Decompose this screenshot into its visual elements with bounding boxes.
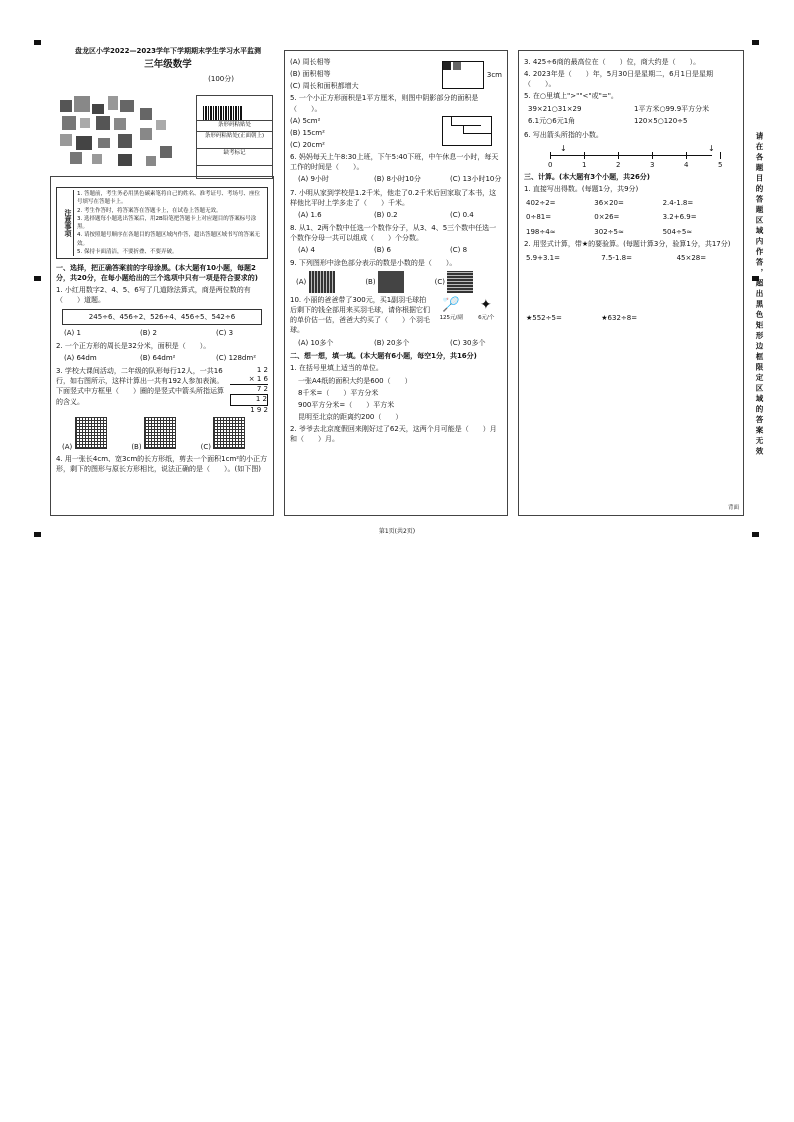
option-b[interactable]: (B) 6 bbox=[374, 246, 391, 255]
column-3 bbox=[518, 50, 744, 516]
fill-item[interactable]: 8千米=（ ）平方分米 bbox=[298, 388, 379, 397]
calc-item[interactable]: 3.2+6.9= bbox=[662, 213, 697, 222]
number-line-label: 1 bbox=[582, 160, 587, 169]
number-line-label: 0 bbox=[548, 160, 553, 169]
option-a[interactable]: (A) 1 bbox=[64, 328, 81, 337]
question-9: 9. 下列图形中涂色部分表示的数是小数的是（ ）。 bbox=[290, 259, 457, 268]
column-2 bbox=[284, 50, 508, 516]
note-line: 1. 答题前，考生务必用黑色碳素笔将自己的姓名、准考证号、考场号、座位号填写在答题卡上。 bbox=[77, 191, 260, 206]
calc-item[interactable]: 45×28= bbox=[676, 253, 707, 262]
calc-line: 1 2 bbox=[256, 366, 268, 375]
compare-item[interactable]: 39×21○31×29 bbox=[528, 104, 582, 113]
question-10: 10. 小丽的爸爸带了300元，买1副羽毛球拍后剩下的钱全部用来买羽毛球，请你根据它们的单价估一估，爸爸大约买了（ ）个羽毛球。 bbox=[290, 295, 430, 334]
arrow-down-icon: ↓ bbox=[560, 143, 567, 153]
question-6: 6. 妈妈每天上午8:30上班，下午5:40下班，中午休息一小时，每天工作的时间是（ ）。 bbox=[290, 153, 499, 172]
barcode-label: 条形码粘贴处 bbox=[197, 121, 272, 132]
option-c[interactable]: (C) 0.4 bbox=[450, 210, 474, 219]
calc-item[interactable]: 36×20= bbox=[594, 199, 624, 208]
shaded-figure bbox=[447, 271, 473, 293]
barcode-graphic bbox=[203, 106, 243, 120]
option-a[interactable]: (A) bbox=[296, 277, 307, 286]
calc-item[interactable]: 198÷4≈ bbox=[526, 227, 556, 236]
stub-field-1: 条形码粘贴处(正面朝上) bbox=[197, 132, 272, 149]
option-b[interactable]: (B) 2 bbox=[140, 328, 157, 337]
option-a[interactable]: (A) bbox=[62, 442, 73, 451]
calc-question-1: 1. 直接写出得数。(每题1分，共9分) bbox=[524, 185, 639, 194]
number-line-label: 5 bbox=[718, 160, 723, 169]
calc-item[interactable]: 0×26= bbox=[594, 213, 620, 222]
note-line: 2. 考生作答时，将答案答在答题卡上，在试卷上答题无效。 bbox=[77, 207, 222, 214]
option-b[interactable]: (B) 8小时10分 bbox=[374, 175, 421, 184]
option-b[interactable]: (B) 0.2 bbox=[374, 210, 398, 219]
question-1-box: 245÷6、456÷2、526÷4、456÷5、542÷6 bbox=[62, 309, 262, 325]
question-8: 8. 从1、2两个数中任选一个数作分子，从3、4、5三个数中任选一个数作分母一共可以组成（ ）个分数。 bbox=[290, 223, 497, 243]
corner-note: 背面 bbox=[727, 505, 739, 512]
section-2-title: 二、想一想，填一填。(本大题有6小题，每空1分，共16分) bbox=[290, 352, 477, 361]
calc-line: 1 9 2 bbox=[250, 405, 268, 414]
page-footer: 第1页(共2页) bbox=[378, 528, 416, 535]
section-1-title: 一、选择，把正确答案前的字母涂黑。(本大题有10小题，每题2分，共20分，在每小题给出的三个选项中只有一项是符合要求的) bbox=[56, 264, 258, 283]
score-note: (100分) bbox=[208, 74, 234, 83]
notes-label: 注意事项 bbox=[59, 190, 74, 256]
calc-line: 7 2 bbox=[256, 385, 268, 394]
registration-mark bbox=[34, 276, 41, 281]
option-c[interactable]: (C) 周长和面积都增大 bbox=[290, 82, 359, 91]
fill-question-5: 5. 在○里填上">""<"或"="。 bbox=[524, 92, 618, 101]
option-a[interactable]: (A) 10多个 bbox=[298, 339, 334, 348]
question-4: 4. 用一张长4cm、宽3cm的长方形纸，剪去一个面积1cm²的小正方形，剩下的图形与原长方形相比，说法正确的是（ ）。(如下图) bbox=[56, 454, 268, 473]
option-a[interactable]: (A) 9小时 bbox=[298, 175, 329, 184]
calc-item[interactable]: 0÷81= bbox=[526, 213, 552, 222]
column-1 bbox=[50, 176, 274, 516]
fill-question-1: 1. 在括号里填上适当的单位。 bbox=[290, 364, 383, 373]
option-b[interactable]: (B) bbox=[365, 277, 376, 286]
note-line: 5. 保持卡面清洁，不要折叠、不要弄破。 bbox=[77, 248, 178, 255]
dot-array-figure bbox=[144, 417, 176, 449]
fill-question-2[interactable]: 2. 爷爷去北京度假回来刚好过了62天，这两个月可能是（ ）月和（ ）月。 bbox=[290, 425, 497, 444]
number-line-label: 4 bbox=[684, 160, 689, 169]
option-b[interactable]: (B) 64dm² bbox=[140, 353, 176, 362]
option-a[interactable]: (A) 64dm bbox=[64, 353, 97, 362]
shuttlecock-price: 6元/个 bbox=[478, 314, 495, 321]
fill-item[interactable]: 900平方分米=（ ）平方米 bbox=[298, 400, 395, 409]
option-b[interactable]: (B) bbox=[131, 442, 142, 451]
option-c[interactable]: (C) 3 bbox=[216, 328, 234, 337]
question-5: 5. 一个小正方形面积是1平方厘米，则图中阴影部分的面积是（ ）。 bbox=[290, 94, 479, 113]
compare-item[interactable]: 120×5○120÷5 bbox=[634, 116, 688, 125]
option-c[interactable]: (C) 13小时10分 bbox=[450, 175, 502, 184]
question-7: 7. 小明从家到学校是1.2千米，他走了0.2千米后回家取了本书，这样他比平时上学多走了（ ）千米。 bbox=[290, 188, 497, 207]
calc-line: × 1 6 bbox=[230, 375, 268, 385]
rectangle-figure bbox=[442, 61, 484, 89]
option-c[interactable]: (C) bbox=[200, 442, 212, 451]
vertical-calc bbox=[230, 366, 268, 414]
calc-item[interactable]: 302÷5≈ bbox=[594, 227, 624, 236]
shaded-figure bbox=[378, 271, 404, 293]
note-line: 3. 选择题每小题选出答案后，用2B铅笔把答题卡上对应题目的答案标号涂黑。 bbox=[77, 215, 257, 230]
option-c[interactable]: (C) bbox=[434, 277, 446, 286]
shaded-figure bbox=[309, 271, 335, 293]
calc-item[interactable]: 504÷5≈ bbox=[662, 227, 693, 236]
fill-question-6: 6. 写出箭头所指的小数。 bbox=[524, 130, 603, 139]
section-3-title: 三、计算。(本大题有3个小题，共26分) bbox=[524, 172, 651, 181]
calc-item[interactable]: ★632÷8= bbox=[601, 313, 638, 322]
question-3: 3. 学校大课间活动，二年级的队形每行12人，一共16行，如右图所示，这样计算出一共有192人参加表演。下面竖式中方框里（ ）圈的是竖式中箭头所指运算的含义。 bbox=[56, 367, 224, 406]
option-b[interactable]: (B) 面积相等 bbox=[290, 70, 331, 79]
notes-box bbox=[56, 187, 268, 259]
fill-question-4[interactable]: 4. 2023年是（ ）年，5月30日是星期二，6月1日是星期（ ）。 bbox=[524, 70, 713, 89]
written-calc-table bbox=[524, 251, 738, 371]
question-1: 1. 小红用数字2、4、5、6写了几道除法算式，商是两位数的有（ ）道题。 bbox=[56, 286, 251, 305]
option-a[interactable]: (A) 4 bbox=[298, 246, 315, 255]
oral-calc-table bbox=[524, 196, 738, 238]
staircase-figure bbox=[442, 116, 492, 146]
calc-line: 1 2 bbox=[230, 394, 268, 405]
option-c[interactable]: (C) 128dm² bbox=[216, 353, 257, 362]
option-a[interactable]: (A) 周长相等 bbox=[290, 58, 331, 66]
arrow-down-icon: ↓ bbox=[708, 143, 715, 153]
price-figure bbox=[432, 295, 502, 338]
option-c[interactable]: (C) 30多个 bbox=[450, 339, 486, 348]
exam-header bbox=[62, 46, 274, 84]
number-line-label: 3 bbox=[650, 160, 655, 169]
number-line-label: 2 bbox=[616, 160, 621, 169]
fill-item[interactable]: 昆明至北京的距离约200（ ） bbox=[298, 412, 403, 421]
subject-title: 三年级数学 bbox=[144, 59, 192, 71]
fill-question-3[interactable]: 3. 425÷6商的最高位在（ ）位，商大约是（ ）。 bbox=[524, 58, 701, 66]
registration-mark bbox=[34, 40, 41, 45]
calc-question-2: 2. 用竖式计算，带★的要验算。(每题计算3分，验算1分，共17分) bbox=[524, 239, 731, 248]
calc-item[interactable]: 7.5-1.8= bbox=[601, 253, 632, 262]
option-a[interactable]: (A) 1.6 bbox=[298, 210, 322, 219]
option-b[interactable]: (B) 20多个 bbox=[374, 339, 410, 348]
option-b[interactable]: (B) 15cm² bbox=[290, 128, 325, 137]
dot-array-figure bbox=[213, 417, 245, 449]
fill-item[interactable]: 一张A4纸的面积大约是600（ ） bbox=[298, 376, 412, 385]
number-line bbox=[530, 143, 732, 169]
compare-item[interactable]: 1平方米○99.9平方分米 bbox=[634, 104, 710, 113]
shuttlecock-icon: ✦ bbox=[480, 296, 492, 313]
option-c[interactable]: (C) 8 bbox=[450, 246, 468, 255]
answer-area-sidebar: 请在各题目的答题区域内作答，超出黑色矩形边框限定区域的答案无效 bbox=[755, 132, 764, 458]
option-a[interactable]: (A) 5cm² bbox=[290, 116, 321, 125]
dimension-label: 3cm bbox=[486, 71, 502, 80]
compare-item[interactable]: 6.1元○6元1角 bbox=[528, 116, 576, 125]
dot-array-figure bbox=[75, 417, 107, 449]
question-2: 2. 一个正方形的周长是32分米，面积是（ ）。 bbox=[56, 341, 211, 350]
option-c[interactable]: (C) 20cm² bbox=[290, 140, 325, 149]
racket-price: 125元/副 bbox=[439, 314, 463, 321]
calc-item[interactable]: 5.9+3.1= bbox=[526, 253, 560, 262]
calc-item[interactable]: 2.4-1.8= bbox=[662, 199, 694, 208]
calc-item[interactable]: 402÷2= bbox=[526, 199, 556, 208]
racket-icon: 🏸 bbox=[442, 296, 460, 313]
note-line: 4. 请按照题号顺序在各题目的答题区域内作答，超出答题区域书写的答案无效。 bbox=[77, 232, 260, 247]
registration-mark bbox=[752, 40, 759, 45]
stub-field-2: 缺考标记 bbox=[197, 149, 272, 166]
school-line: 盘龙区小学2022—2023学年下学期期末学生学习水平监测 bbox=[75, 47, 261, 55]
calc-item[interactable]: ★552÷5= bbox=[526, 313, 562, 322]
